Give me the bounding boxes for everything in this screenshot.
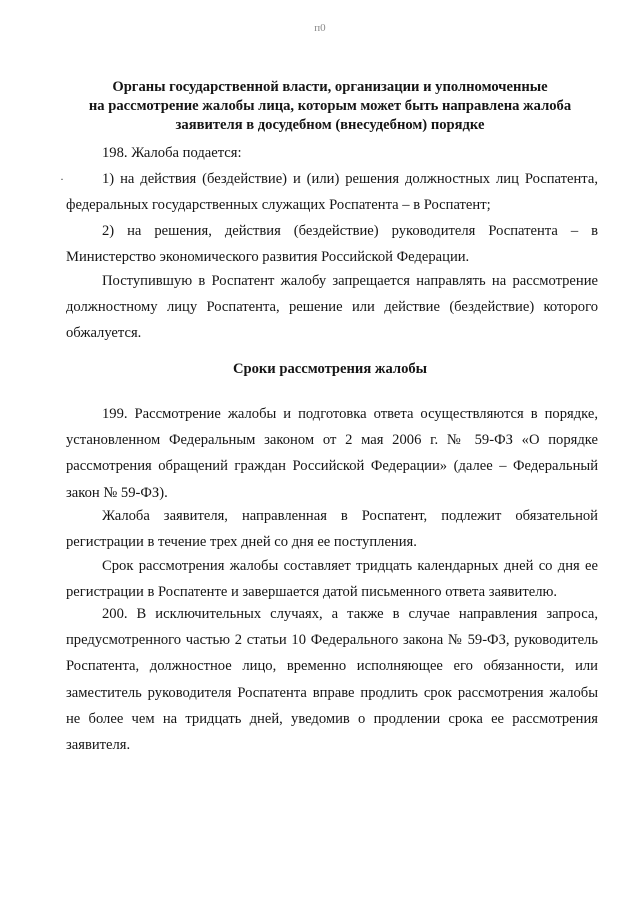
text-line: заявителя. xyxy=(66,737,131,754)
text-line: Жалоба заявителя, направленная в Роспатент, подлежит обязательной xyxy=(102,508,598,524)
text-line: Срок рассмотрения жалобы составляет тридцать календарных дней со дня ее xyxy=(102,558,598,574)
text-line: Роспатента, должностное лицо, временно исполняющее его обязанности, или xyxy=(66,658,598,675)
heading-line: Органы государственной власти, организации и уполномоченные xyxy=(112,79,548,95)
text-line: 200. В исключительных случаях, а также в случае направления запроса, xyxy=(102,606,598,622)
page-number: п0 xyxy=(314,22,326,34)
paragraph-198 xyxy=(66,140,598,166)
text-line: заместитель руководителя Роспатента вправе продлить срок рассмотрения жалобы xyxy=(66,684,598,701)
paragraph-200 xyxy=(66,601,598,758)
text-line: обжалуется. xyxy=(66,325,142,342)
paragraph-198-item-2 xyxy=(66,218,598,270)
text-line: должностному лицу Роспатента, решение или действие (бездействие) которого xyxy=(66,299,598,316)
text-line: установленном Федеральным законом от 2 мая 2006 г. № 59-ФЗ «О порядке xyxy=(66,432,598,449)
text-line: рассмотрения обращений граждан Российской Федерации» (далее – Федеральный xyxy=(66,458,598,475)
section-heading-authorities xyxy=(70,78,590,135)
section-heading-terms xyxy=(70,360,590,379)
text-line: не более чем на тридцать дней, уведомив о продлении срока ее рассмотрения xyxy=(66,710,598,727)
margin-mark: · xyxy=(60,172,64,186)
text-line: Министерство экономического развития Российской Федерации. xyxy=(66,249,470,266)
paragraph-198-item-1 xyxy=(66,166,598,218)
text-line: федеральных государственных служащих Роспатента – в Роспатент; xyxy=(66,197,491,214)
text-line: Поступившую в Роспатент жалобу запрещается направлять на рассмотрение xyxy=(102,273,598,289)
text-line: предусмотренного частью 2 статьи 10 Федерального закона № 59-ФЗ, руководитель xyxy=(66,632,598,649)
heading-line: Сроки рассмотрения жалобы xyxy=(232,361,428,377)
text-line: 198. Жалоба подается: xyxy=(102,145,242,161)
paragraph-prohibition xyxy=(66,268,598,347)
paragraph-review-period xyxy=(66,553,598,605)
text-line: 2) на решения, действия (бездействие) руководителя Роспатента – в xyxy=(102,223,598,239)
heading-line: заявителя в досудебном (внесудебном) порядке xyxy=(175,117,485,133)
text-line: 199. Рассмотрение жалобы и подготовка ответа осуществляются в порядке, xyxy=(102,406,598,422)
paragraph-registration xyxy=(66,503,598,555)
paragraph-199 xyxy=(66,401,598,506)
text-line: регистрации в Роспатенте и завершается датой письменного ответа заявителю. xyxy=(66,584,558,601)
heading-line: на рассмотрение жалобы лица, которым может быть направлена жалоба xyxy=(88,98,572,114)
text-line: 1) на действия (бездействие) и (или) решения должностных лиц Роспатента, xyxy=(102,171,598,187)
text-line: закон № 59-ФЗ). xyxy=(66,484,168,501)
text-line: регистрации в течение трех дней со дня ее поступления. xyxy=(66,534,417,551)
